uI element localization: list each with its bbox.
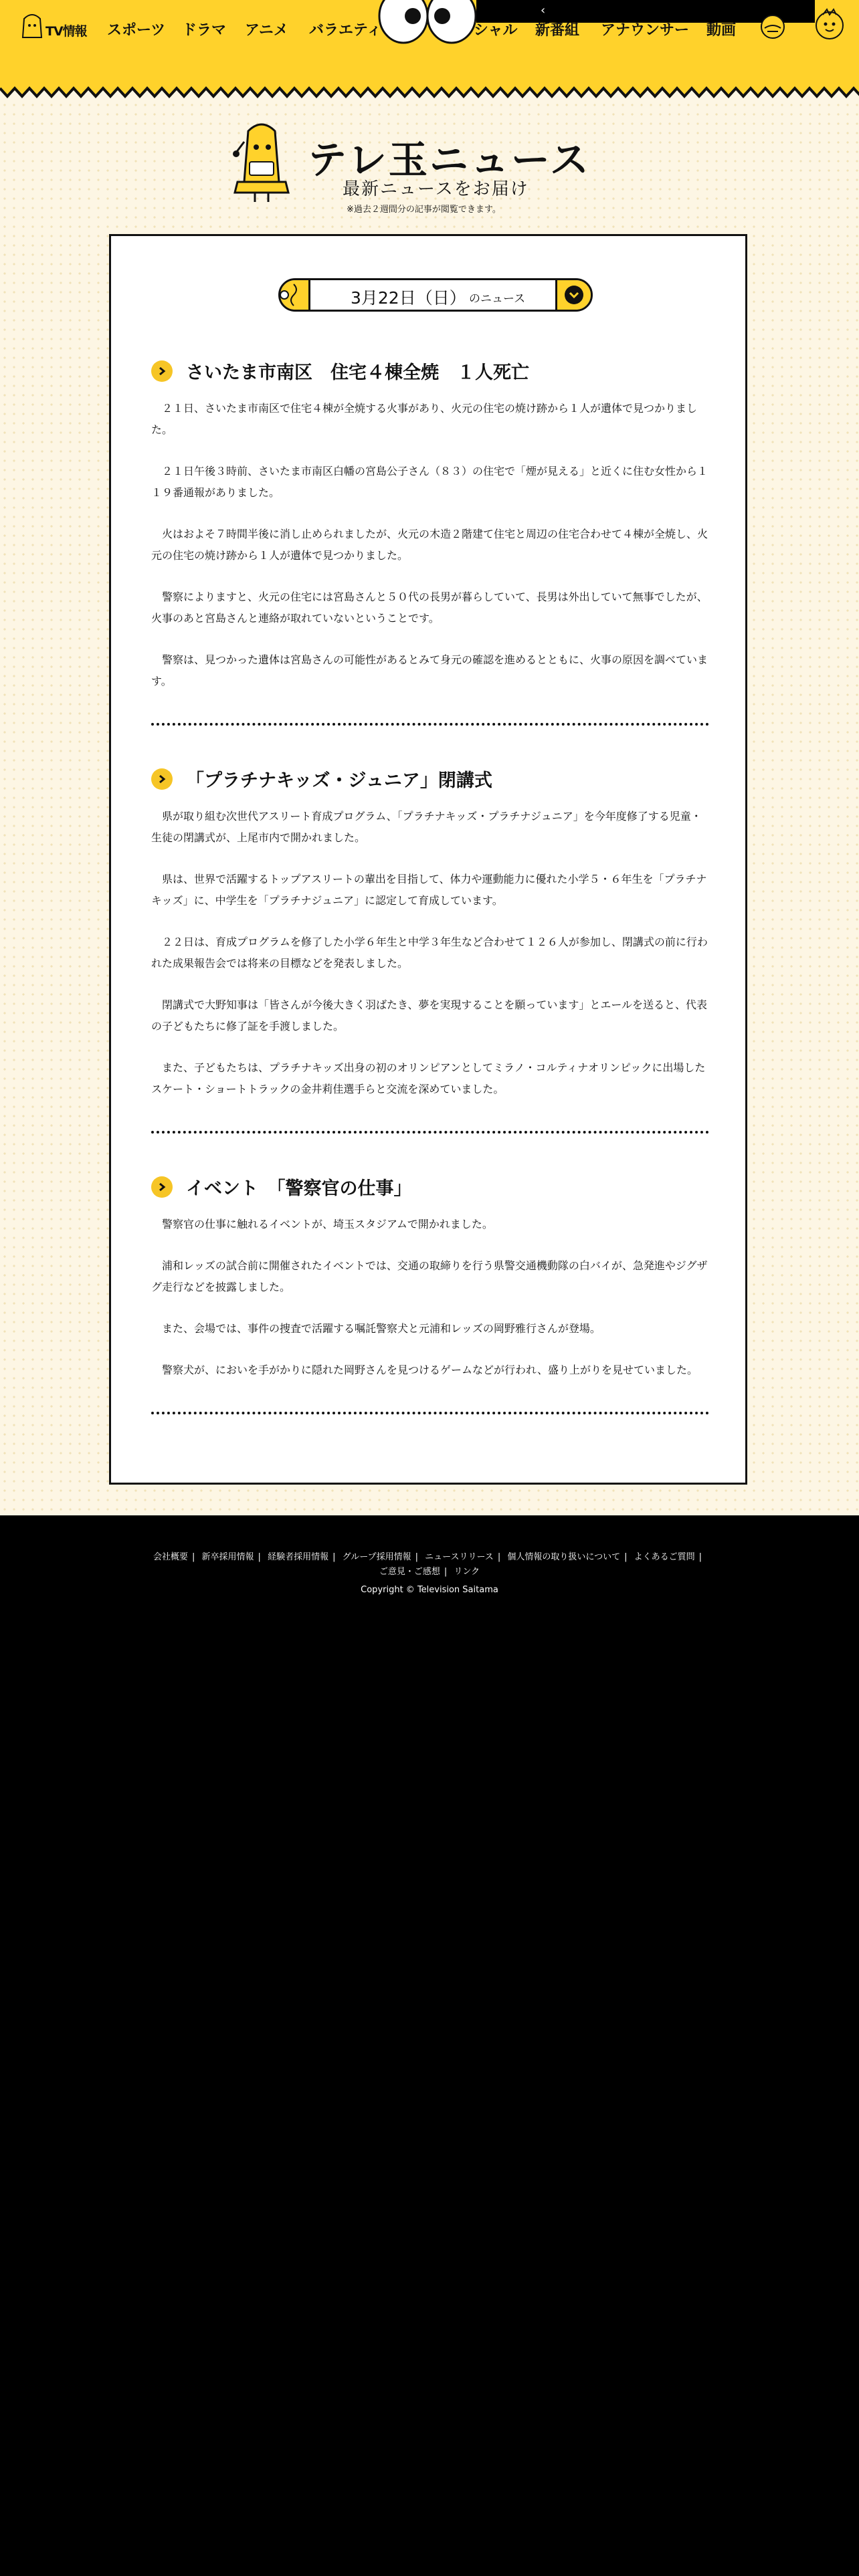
footer-link-faq[interactable]: よくあるご質問	[634, 1552, 695, 1562]
chevron-down-icon	[565, 286, 583, 304]
article-title: 「プラチナキッズ・ジュニア」閉講式	[186, 770, 492, 791]
date-pill-right-cap[interactable]	[555, 280, 591, 310]
archive-note: ※過去２週間分の記事が閲覧できます。	[347, 205, 501, 215]
date-suffix: のニュース	[469, 292, 526, 306]
news-card	[109, 234, 747, 1485]
article-title: イベント 「警察官の仕事」	[186, 1178, 412, 1199]
article-paragraph: 浦和レッズの試合前に開催されたイベントでは、交通の取締りを行う県警交通機動隊の白バイが、急発進やジグザグ走行などを披露しました。	[151, 1259, 708, 1293]
date-selector[interactable]	[278, 278, 593, 312]
news-article	[151, 1174, 709, 1381]
article-paragraph: ２１日午後３時前、さいたま市南区白幡の宮島公子さん（８３）の住宅で「煙が見える」と近くに住む女性から１１９番通報がありました。	[151, 465, 708, 499]
nav-videos[interactable]: 動画	[706, 22, 737, 39]
mascot-character-icon[interactable]	[814, 8, 846, 41]
site-header	[0, 0, 859, 100]
article-paragraph: ２１日、さいたま市南区で住宅４棟が全焼する火事があり、火元の住宅の焼け跡から１人が遺体で見つかりました。	[151, 402, 698, 436]
article-paragraph: 警察は、見つかった遺体は宮島さんの可能性があるとみて身元の確認を進めるとともに、火事の原因を調べています。	[151, 653, 708, 687]
article-paragraph: 警察犬が、においを手がかりに隠れた岡野さんを見つけるゲームなどが行われ、盛り上がりを見せていました。	[162, 1364, 698, 1376]
wave-icon	[280, 280, 308, 310]
page-subtitle: 最新ニュースをお届け	[343, 179, 529, 199]
mascot-eyes-icon	[378, 0, 477, 45]
dotted-divider	[151, 1131, 709, 1134]
bullet-arrow-icon	[151, 360, 173, 382]
nav-variety[interactable]: バラエティ	[309, 22, 382, 39]
page-title: テレ玉ニュース	[308, 137, 591, 183]
footer-link-career-recruit[interactable]: 経験者採用情報	[268, 1552, 329, 1562]
article-paragraph: 火はおよそ７時間半後に消し止められましたが、火元の木造２階建て住宅と周辺の住宅合わせて４棟が全焼し、火元の住宅の焼け跡から１人が遺体で見つかりました。	[151, 528, 708, 562]
date-pill-left-cap	[280, 280, 310, 310]
footer-link-news-release[interactable]: ニュースリリース	[425, 1552, 494, 1562]
dropdown-button[interactable]	[565, 286, 583, 304]
news-article	[151, 766, 709, 1100]
nav-special[interactable]: シャル	[474, 22, 518, 39]
nav-drama[interactable]: ドラマ	[182, 22, 227, 39]
footer-link-links[interactable]: リンク	[454, 1567, 480, 1577]
footer-link-new-grad-recruit[interactable]: 新卒採用情報	[201, 1552, 254, 1562]
zigzag-divider	[0, 86, 859, 102]
nav-announcers[interactable]: アナウンサー	[601, 22, 690, 39]
mascot-face-icon[interactable]	[759, 13, 786, 40]
article-paragraph: 警察によりますと、火元の住宅には宮島さんと５０代の長男が暮らしていて、長男は外出していて無事でしたが、火事のあと宮島さんと連絡が取れていないということです。	[151, 591, 708, 625]
selected-date: 3月22日（日）	[351, 288, 466, 308]
footer-links: 会社概要 | 新卒採用情報 | 経験者採用情報 | グループ採用情報 | ニュースリリース | 個人情報の取り扱いについて | よくあるご質問 | ご意見・ご感想 | リンク	[153, 1552, 702, 1577]
bullet-arrow-icon	[151, 1176, 173, 1198]
article-paragraph: 県が取り組む次世代アスリート育成プログラム、「プラチナキッズ・プラチナジュニア」を今年度修了する児童・生徒の閉講式が、上尾市内で開かれました。	[151, 810, 702, 844]
footer-link-company[interactable]: 会社概要	[153, 1552, 188, 1562]
copyright: Copyright © Television Saitama	[361, 1585, 498, 1595]
mascot-icon	[20, 11, 44, 40]
logo-text: TV情報	[45, 24, 87, 39]
site-logo[interactable]	[20, 11, 87, 45]
article-paragraph: 県は、世界で活躍するトップアスリートの輩出を目指して、体力や運動能力に優れた小学５・６年生を「プラチナキッズ」に、中学生を「プラチナジュニア」に認定して育成しています。	[151, 873, 707, 907]
nav-sports[interactable]: スポーツ	[107, 22, 166, 39]
bullet-arrow-icon	[151, 768, 173, 790]
article-title: さいたま市南区 住宅４棟全焼 １人死亡	[186, 362, 529, 383]
site-footer	[0, 1515, 859, 1596]
nav-new-programs[interactable]: 新番組	[535, 22, 580, 39]
article-paragraph: 警察官の仕事に触れるイベントが、埼玉スタジアムで開かれました。	[162, 1218, 493, 1230]
dotted-divider	[151, 723, 709, 726]
article-paragraph: また、会場では、事件の捜査で活躍する嘱託警察犬と元浦和レッズの岡野雅行さんが登場。	[162, 1322, 601, 1335]
footer-link-feedback[interactable]: ご意見・ご感想	[379, 1567, 440, 1577]
mascot-reporter-icon	[231, 118, 292, 205]
article-paragraph: 閉講式で大野知事は「皆さんが今後大きく羽ばたき、夢を実現することを願っています」とエールを送ると、代表の子どもたちに修了証を手渡しました。	[151, 998, 708, 1033]
footer-link-group-recruit[interactable]: グループ採用情報	[342, 1552, 411, 1562]
footer-link-privacy[interactable]: 個人情報の取り扱いについて	[507, 1552, 621, 1562]
dotted-divider	[151, 1412, 709, 1414]
chevron-left-icon[interactable]: ‹	[541, 3, 546, 17]
article-paragraph: また、子どもたちは、プラチナキッズ出身の初のオリンピアンとしてミラノ・コルティナオリンピックに出場したスケート・ショートトラックの金井莉佳選手らと交流を深めていました。	[151, 1061, 706, 1095]
news-article	[151, 358, 709, 692]
article-paragraph: ２２日は、育成プログラムを修了した小学６年生と中学３年生など合わせて１２６人が参加し、閉講式の前に行われた成果報告会では将来の目標などを発表しました。	[151, 936, 708, 970]
nav-anime[interactable]: アニメ	[245, 22, 288, 39]
